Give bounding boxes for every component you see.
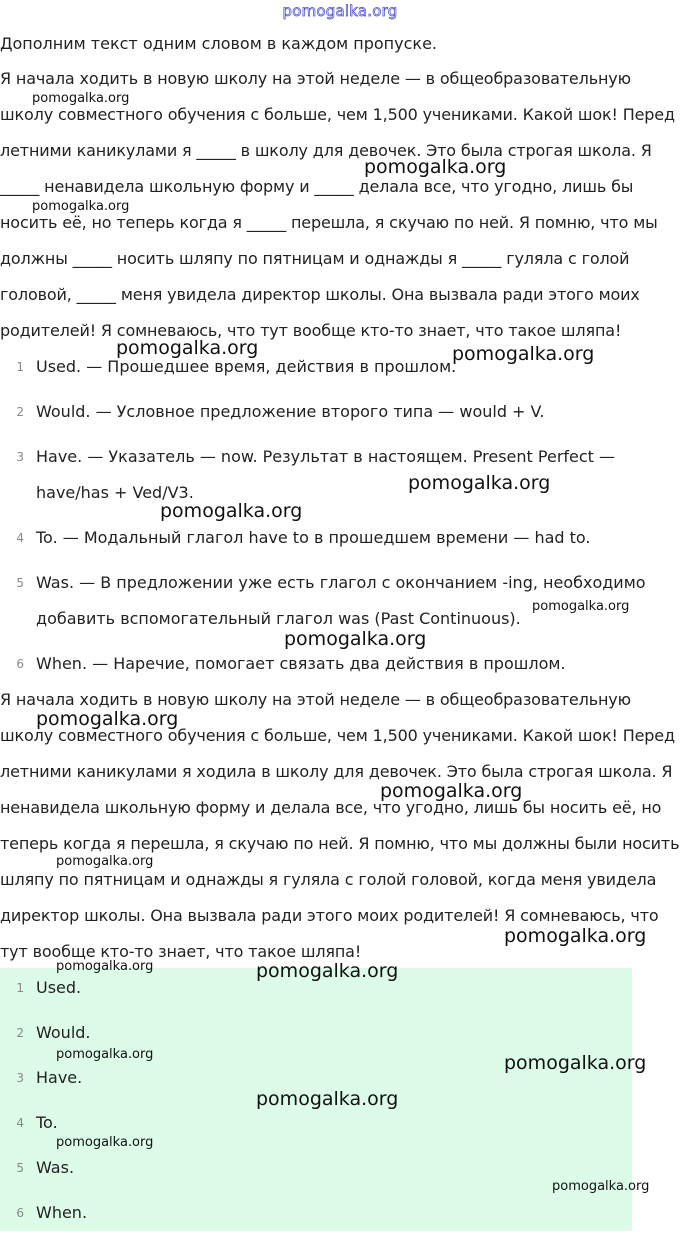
watermark: pomogalka.org [56, 1047, 154, 1062]
watermark: pomogalka.org [452, 343, 595, 365]
list-item [0, 646, 680, 682]
item-text: Would. — Условное предложение второго типа — would + V. [36, 402, 545, 421]
solved-text: Я начала ходить в новую школу на этой неделе — в общеобразовательную школу совместного обучения с больше, чем 1,500 учениками. Какой шок! Перед летними каникулами я ходила в школу для девочек. Это была строгая школа. Я ненавидела школьную форму и делала все, что угодно, лишь бы носить её, но теперь когда я перешла, я скучаю по ней. Я помню, что мы должны были носить шляпу по пятницам и однажды я гуляла с голой головой, когда меня увидела директор школы. Она вызвала ради этого моих родителей! Я сомневаюсь, что тут вообще кто-то знает, что такое шляпа! [0, 690, 680, 961]
item-number: 2 [16, 405, 24, 419]
list-item [0, 1105, 680, 1141]
item-number: 1 [16, 981, 24, 995]
site-link[interactable]: pomogalka.org [282, 2, 398, 20]
watermark: pomogalka.org [116, 337, 259, 359]
watermark: pomogalka.org [408, 472, 551, 494]
watermark: pomogalka.org [56, 1135, 154, 1150]
list-item [0, 1015, 680, 1051]
item-number: 5 [16, 576, 24, 590]
item-text: Have. — Указатель — now. Результат в настоящем. Present Perfect — have/has + Ved/V3. [36, 447, 616, 502]
item-number: 6 [16, 1206, 24, 1220]
watermark: pomogalka.org [532, 599, 630, 614]
explanation-list [0, 349, 680, 691]
item-text: Would. [36, 1023, 91, 1042]
item-number: 4 [16, 1116, 24, 1130]
item-number: 3 [16, 450, 24, 464]
watermark: pomogalka.org [284, 628, 427, 650]
item-number: 3 [16, 1071, 24, 1085]
item-text: Have. [36, 1068, 83, 1087]
watermark: pomogalka.org [56, 854, 154, 869]
item-number: 6 [16, 657, 24, 671]
watermark: pomogalka.org [32, 91, 130, 106]
item-number: 1 [16, 360, 24, 374]
item-number: 5 [16, 1161, 24, 1175]
list-item [0, 1150, 680, 1186]
item-text: To. — Модальный глагол have to в прошедшем времени — had to. [36, 528, 591, 547]
item-number: 4 [16, 531, 24, 545]
watermark: pomogalka.org [32, 199, 130, 214]
item-text: Used. [36, 978, 82, 997]
list-item [0, 349, 680, 385]
list-item [0, 1060, 680, 1096]
watermark: pomogalka.org [504, 1052, 647, 1074]
list-item [0, 970, 680, 1006]
watermark: pomogalka.org [56, 959, 154, 974]
watermark: pomogalka.org [552, 1179, 650, 1194]
list-item [0, 1195, 680, 1231]
item-text: To. [36, 1113, 58, 1132]
item-number: 2 [16, 1026, 24, 1040]
watermark: pomogalka.org [256, 1088, 399, 1110]
watermark: pomogalka.org [504, 925, 647, 947]
watermark: pomogalka.org [256, 960, 399, 982]
watermark: pomogalka.org [160, 500, 303, 522]
item-text: When. — Наречие, помогает связать два действия в прошлом. [36, 654, 566, 673]
task-text: Я начала ходить в новую школу на этой неделе — в общеобразовательную школу совместного обучения с больше, чем 1,500 учениками. Какой шок! Перед летними каникулами я _____ в школу для девочек. Это была строгая школа. Я _____ ненавидела школьную форму и _____ делала все, что угодно, лишь бы носить её, но теперь когда я _____ перешла, я скучаю по ней. Я помню, что мы должны _____ носить шляпу по пятницам и однажды я _____ гуляла с голой головой, _____ меня увидела директор школы. Она вызвала ради этого моих родителей! Я сомневаюсь, что тут вообще кто-то знает, что такое шляпа! [0, 69, 675, 340]
list-item [0, 520, 680, 556]
item-text: Used. — Прошедшее время, действия в прошлом. [36, 357, 457, 376]
list-item [0, 565, 680, 637]
watermark: pomogalka.org [364, 156, 507, 178]
item-text: Was. — В предложении уже есть глагол с окончанием -ing, необходимо добавить вспомогательный глагол was (Past Continuous). [36, 573, 646, 628]
task-instruction: Дополним текст одним словом в каждом пропуске. [0, 34, 437, 53]
final-answer-list [0, 970, 680, 1240]
watermark: pomogalka.org [36, 708, 179, 730]
watermark: pomogalka.org [380, 780, 523, 802]
item-text: When. [36, 1203, 88, 1222]
item-text: Was. [36, 1158, 75, 1177]
list-item [0, 394, 680, 430]
list-item [0, 439, 680, 511]
